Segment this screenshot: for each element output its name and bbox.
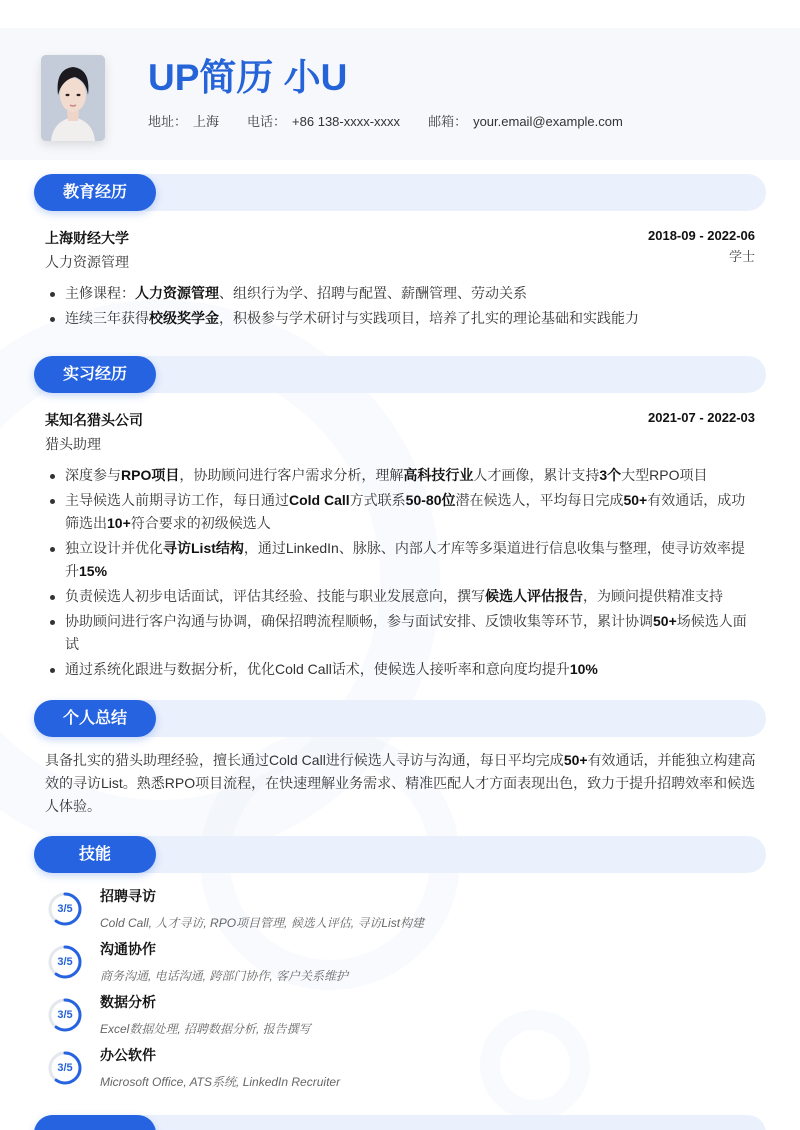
contact-address: 地址： 上海 — [148, 114, 220, 129]
list-item: 独立设计并优化寻访List结构，通过LinkedIn、脉脉、内部人才库等多渠道进行信息收集与整理，使寻访效率提升15% — [45, 537, 757, 583]
summary-text: 具备扎实的猎头助理经验，擅长通过Cold Call进行候选人寻访与沟通，每日平均完成50+有效通话，并能独立构建高效的寻访List。熟悉RPO项目流程，在快速理解业务需求、精准匹配人才方面表现出色，致力于提升招聘效率和候选人体验。 — [45, 752, 756, 814]
contact-info — [148, 113, 623, 131]
portrait-photo-icon — [41, 55, 105, 141]
section-header-summary — [34, 700, 766, 737]
skill-level: 3/5 — [57, 1062, 73, 1074]
degree: 学士 — [728, 249, 755, 264]
major: 人力资源管理 — [45, 254, 129, 270]
contact-email: 邮箱： your.email@example.com — [428, 114, 623, 129]
skill-level: 3/5 — [57, 956, 73, 968]
skill-item — [48, 886, 648, 938]
skill-tags: Excel数据处理, 招聘数据分析, 报告撰写 — [100, 1022, 311, 1036]
section-title: 实习经历 — [34, 356, 156, 393]
skill-tags: Cold Call, 人才寻访, RPO项目管理, 候选人评估, 寻访List构建 — [100, 916, 425, 930]
section-title — [34, 1115, 156, 1130]
list-item: 负责候选人初步电话面试，评估其经验、技能与职业发展意向，撰写候选人评估报告，为顾问提供精准支持 — [45, 585, 757, 608]
skill-tags: Microsoft Office, ATS系统, LinkedIn Recruiter — [100, 1075, 341, 1089]
list-item: 深度参与RPO项目，协助顾问进行客户需求分析，理解高科技行业人才画像，累计支持3个大型RPO项目 — [45, 464, 757, 487]
job-role: 猎头助理 — [45, 436, 101, 452]
internship-period: 2021-07 - 2022-03 — [648, 410, 755, 425]
section-header-internship — [34, 356, 766, 393]
skill-item — [48, 939, 648, 991]
section-header-skills — [34, 836, 766, 873]
skill-name: 数据分析 — [100, 994, 156, 1010]
candidate-name: UP简历 小U — [148, 57, 348, 98]
skill-name: 沟通协作 — [100, 941, 156, 957]
avatar — [41, 55, 105, 141]
school-name: 上海财经大学 — [45, 230, 129, 246]
section-title: 个人总结 — [34, 700, 156, 737]
section-header-next — [34, 1115, 766, 1130]
section-header-education — [34, 174, 766, 211]
skill-tags: 商务沟通, 电话沟通, 跨部门协作, 客户关系维护 — [100, 969, 349, 983]
list-item: 主修课程：人力资源管理、组织行为学、招聘与配置、薪酬管理、劳动关系 — [45, 282, 757, 305]
education-period: 2018-09 - 2022-06 — [648, 228, 755, 243]
skill-name: 招聘寻访 — [100, 888, 156, 904]
contact-phone: 电话： +86 138-xxxx-xxxx — [247, 114, 401, 129]
skill-item — [48, 1045, 648, 1097]
education-bullets — [45, 282, 757, 332]
section-title: 教育经历 — [34, 174, 156, 211]
list-item: 通过系统化跟进与数据分析，优化Cold Call话术，使候选人接听率和意向度均提升10% — [45, 658, 757, 681]
resume-header — [0, 28, 800, 160]
internship-bullets — [45, 464, 757, 683]
company-name: 某知名猎头公司 — [45, 412, 143, 428]
skill-level: 3/5 — [57, 1009, 73, 1021]
skill-level: 3/5 — [57, 903, 73, 915]
list-item: 连续三年获得校级奖学金，积极参与学术研讨与实践项目，培养了扎实的理论基础和实践能力 — [45, 307, 757, 330]
list-item: 协助顾问进行客户沟通与协调，确保招聘流程顺畅，参与面试安排、反馈收集等环节，累计协调50+场候选人面试 — [45, 610, 757, 656]
list-item: 主导候选人前期寻访工作，每日通过Cold Call方式联系50-80位潜在候选人，平均每日完成50+有效通话，成功筛选出10+符合要求的初级候选人 — [45, 489, 757, 535]
section-title: 技能 — [34, 836, 156, 873]
skill-item — [48, 992, 648, 1044]
skill-name: 办公软件 — [100, 1047, 156, 1063]
